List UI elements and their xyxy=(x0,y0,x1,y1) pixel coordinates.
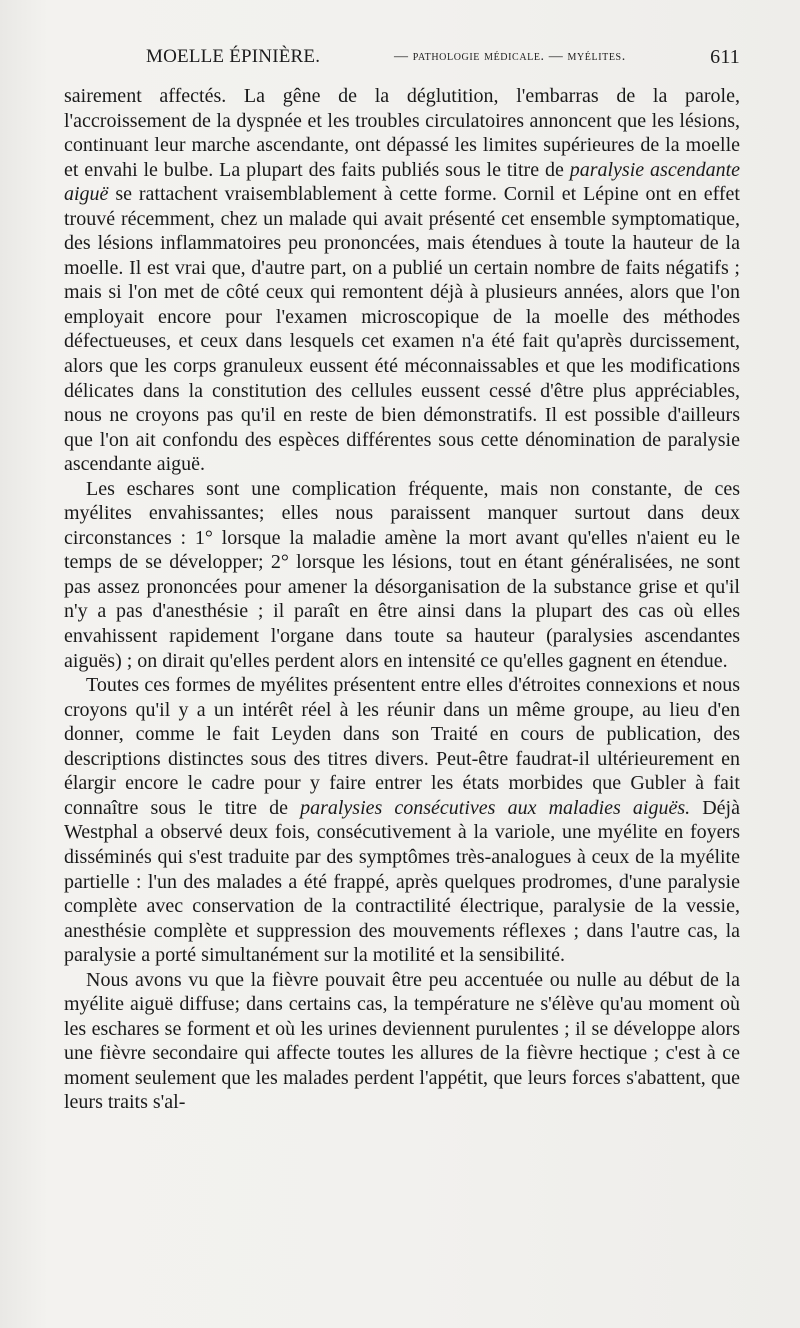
paragraph-2-text: Les eschares sont une complication fréquente, mais non constante, de ces myélites envahissantes; elles nous paraissent manquer surtout dans deux circonstances : 1° lorsque la maladie amène la mort avant qu'elles n'aient eu le temps de se développer; 2° lorsque les lésions, tout en étant généralisées, ne sont pas assez prononcées pour amener la désorganisation de la substance grise et qu'il n'y a pas d'anesthésie ; il paraît en être ainsi dans la plupart des cas où elles envahissent rapidement l'organe dans toute sa hauteur (paralysies ascendantes aiguës) ; on dirait qu'elles perdent alors en intensité ce qu'elles gagnent en étendue. xyxy=(64,477,740,672)
header-section-title: MOELLE ÉPINIÈRE. xyxy=(146,46,321,67)
paragraph-4-text: Nous avons vu que la fièvre pouvait être peu accentuée ou nulle au début de la myélite aiguë diffuse; dans certains cas, la température ne s'élève qu'au moment où les eschares se forment et où les urines deviennent purulentes ; il se développe alors une fièvre secondaire qui affecte toutes les allures de la fièvre hectique ; c'est à ce moment seulement que les malades perdent l'appétit, que leurs forces s'abattent, que leurs traits s'al- xyxy=(64,968,740,1114)
running-header xyxy=(64,46,740,74)
paragraph-1-italic-term: paralysie ascendante aiguë xyxy=(64,158,741,206)
page-number: 611 xyxy=(710,46,740,68)
paragraph-4 xyxy=(64,968,740,1115)
paragraph-3-text-b: Déjà Westphal a observé deux fois, consécutivement à la variole, une myélite en foyers disséminés qui s'est traduite par des symptômes très-analogues à ceux de la myélite partielle : l'un des malades a été frappé, après quelques prodromes, d'une paralysie complète avec conservation de la contractilité électrique, paralysie de la vessie, anesthésie complète et suppression des mouvements réflexes ; dans l'autre cas, la paralysie a porté simultanément sur la motilité et la sensibilité. xyxy=(64,796,740,967)
body-text xyxy=(64,84,740,1115)
paragraph-1 xyxy=(64,84,740,477)
paragraph-3 xyxy=(64,673,740,968)
paragraph-2 xyxy=(64,477,740,673)
paragraph-1-text-b: se rattachent vraisemblablement à cette forme. Cornil et Lépine ont en effet trouvé récemment, chez un malade qui avait présenté cet ensemble symptomatique, des lésions inflammatoires peu prononcées, mais étendues à toute la hauteur de la moelle. Il est vrai que, d'autre part, on a publié un certain nombre de faits négatifs ; mais si l'on met de côté ceux qui remontent déjà à plusieurs années, alors que l'on employait encore pour l'examen microscopique de la moelle des méthodes défectueuses, et ceux dans lesquels cet examen n'a été fait qu'après durcissement, alors que les corps granuleux eussent été méconnaissables et que les modifications délicates dans la constitution des cellules eussent cessé d'être plus appréciables, nous ne croyons pas qu'il en reste de bien démonstratifs. Il est possible d'ailleurs que l'on ait confondu des espèces différentes sous cette dénomination de paralysie ascendante aiguë. xyxy=(64,183,740,476)
paragraph-3-italic-term: paralysies consécutives aux maladies aiguës. xyxy=(300,796,691,819)
header-subsection: — pathologie médicale. — myélites. xyxy=(394,49,626,64)
paragraph-3-text-a: Toutes ces formes de myélites présentent entre elles d'étroites connexions et nous croyons qu'il y a un intérêt réel à les réunir dans un même groupe, au lieu d'en donner, comme le fait Leyden dans son Traité en cours de publication, des descriptions distinctes sous des titres divers. Peut-être faudrat-il ultérieurement en élargir encore le cadre pour y faire entrer les états morbides que Gubler à fait connaître sous le titre de xyxy=(64,674,740,819)
paragraph-1-text-a: sairement affectés. La gêne de la déglutition, l'embarras de la parole, l'accroissement de la dyspnée et les troubles circulatoires annoncent que les lésions, continuant leur marche ascendante, ont dépassé les limites supérieures de la moelle et envahi le bulbe. La plupart des faits publiés sous le titre de xyxy=(64,85,740,181)
